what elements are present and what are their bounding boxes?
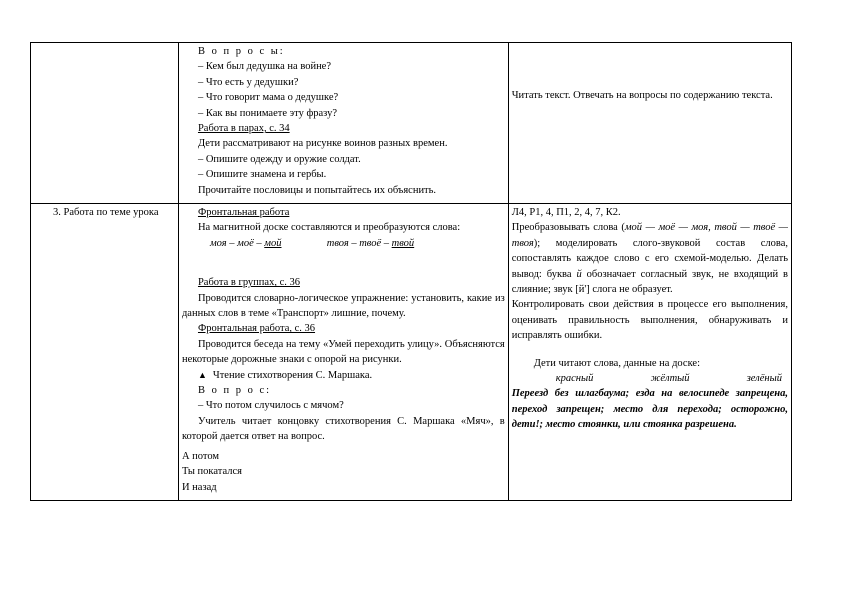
poem-line: И назад (181, 481, 217, 493)
question-item: – Как вы понимаете эту фразу? (197, 107, 337, 119)
reading-text: Чтение стихотворения С. Маршака. (212, 369, 373, 381)
board-words (182, 236, 505, 251)
poem-line: Ты покатался (181, 466, 242, 478)
row2-content-cell (178, 204, 508, 501)
table-row (31, 204, 792, 501)
lesson-plan-table (30, 42, 792, 501)
frontal-work-heading: Фронтальная работа (197, 207, 290, 218)
question-item: – Что говорит мама о дедушке? (197, 92, 339, 104)
words-a-underlined: мой (264, 237, 282, 249)
color-word: красный (555, 373, 594, 385)
row1-activity-cell (508, 43, 791, 204)
color-words (512, 371, 788, 386)
poem-line: А потом (181, 450, 220, 462)
triangle-marker-icon: ▲ (197, 369, 207, 380)
color-word: жёлтый (650, 373, 690, 385)
question-text: – Что потом случилось с мячом? (197, 400, 344, 412)
words-b: твоя – твоё – (326, 237, 392, 249)
question-heading: В о п р о с: (197, 385, 272, 397)
row1-activity-text: Читать текст. Отвечать на вопросы по содержанию текста. (511, 90, 773, 101)
children-read-text: Дети читают слова, данные на доске: (533, 357, 701, 369)
proverbs-task: Прочитайте пословицы и попытайтесь их объяснить. (197, 184, 437, 196)
frontal-work-text-2: Проводится беседа на тему «Умей переходить улицу». Объясняются некоторые дорожные знаки с опорой на рисунки. (181, 338, 505, 366)
pair-work-item: – Опишите одежду и оружие солдат. (197, 153, 361, 165)
pair-work-heading: Работа в парах, с. 34 (197, 123, 290, 135)
teacher-text: Учитель читает концовку стихотворения С. Маршака «Мяч», в которой дается ответ на вопрос. (181, 415, 505, 443)
control-paragraph: Контролировать свои действия в процессе его выполнения, оценивать правильность выполнения, обнаруживать и исправлять ошибки. (511, 299, 788, 342)
frontal-work-text: На магнитной доске составляются и преобразуются слова: (197, 222, 461, 234)
group-work-heading: Работа в группах, с. 36 (197, 277, 300, 289)
questions-heading: В о п р о с ы: (197, 46, 285, 57)
words-a: моя – моё – (209, 237, 265, 249)
frontal-work-heading-2: Фронтальная работа, с. 36 (197, 323, 316, 335)
row1-content-cell (178, 43, 508, 204)
stage-title: 3. Работа по теме урока (31, 204, 179, 501)
competency-codes: Л4, Р1, 4, П1, 2, 4, 7, К2. (511, 207, 621, 218)
table-row (31, 43, 792, 204)
group-work-text: Проводится словарно-логическое упражнение: установить, какие из данных слов в теме «Транспорт» лишние, почему. (181, 292, 505, 320)
road-sign-phrases: Переезд без шлагбаума; езда на велосипеде запрещена, переход запрещен; место для перехода; осторожно, дети!; место стоянки, или стоянка разрешена. (511, 388, 788, 431)
pair-work-text: Дети рассматривают на рисунке воинов разных времен. (197, 138, 448, 150)
color-word: зелёный (746, 373, 782, 385)
transform-paragraph: Преобразовывать слова (мой — моё — моя, твой — твоё — твоя); моделировать слого-звуковой состав слова, сопоставлять каждое слово с его схемой-моделью. Делать вывод: буква й обозначает согласный звук, не входящий в слияние; звук [й'] слога не образует. (511, 222, 788, 296)
reading-line (182, 368, 505, 383)
row1-stage-cell (31, 43, 179, 204)
pair-work-item: – Опишите знамена и гербы. (197, 169, 327, 181)
question-item: – Что есть у дедушки? (197, 76, 299, 88)
words-b-underlined: твой (391, 237, 415, 249)
row2-activity-cell (508, 204, 791, 501)
question-item: – Кем был дедушка на войне? (197, 61, 332, 73)
